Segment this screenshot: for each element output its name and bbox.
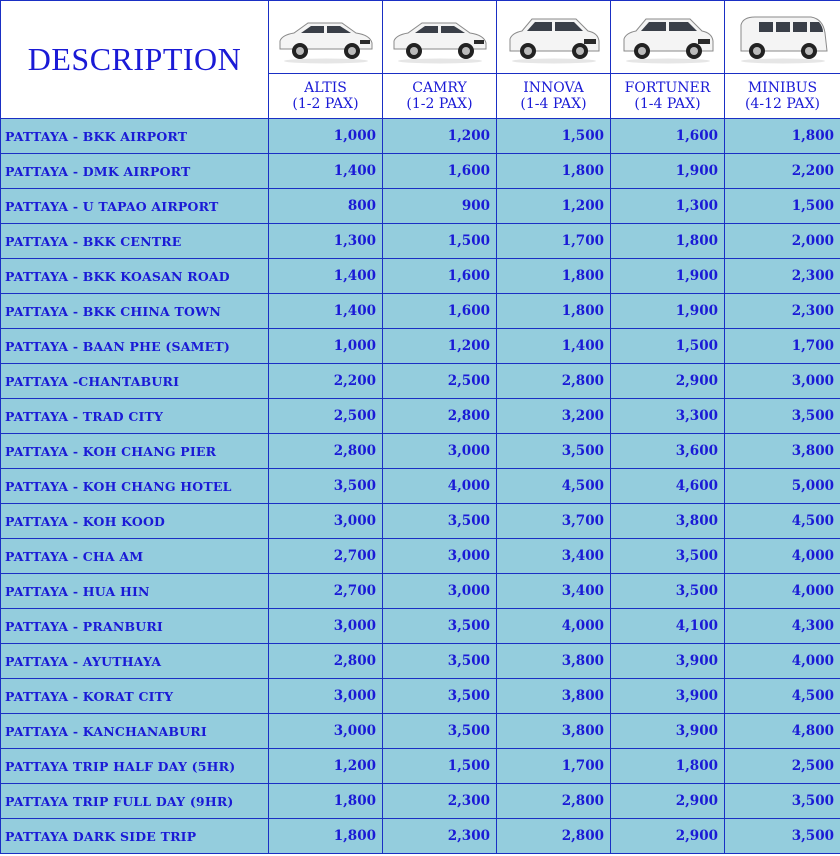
table-row [1, 189, 840, 224]
vehicle-name: CAMRY [383, 74, 497, 97]
price-cell: 1,600 [611, 119, 725, 154]
mpv-car-icon [504, 7, 604, 67]
table-row [1, 119, 840, 154]
price-cell: 1,800 [269, 784, 383, 819]
table-row [1, 154, 840, 189]
table-row [1, 294, 840, 329]
price-cell: 1,800 [611, 224, 725, 259]
route-cell: PATTAYA - BAAN PHE (SAMET) [1, 329, 269, 364]
price-cell: 1,900 [611, 154, 725, 189]
price-cell: 900 [383, 189, 497, 224]
price-cell: 3,800 [611, 504, 725, 539]
price-cell: 2,800 [497, 819, 611, 854]
price-cell: 2,800 [497, 784, 611, 819]
price-cell: 3,500 [383, 504, 497, 539]
price-cell: 3,000 [383, 574, 497, 609]
route-cell: PATTAYA - TRAD CITY [1, 399, 269, 434]
table-row [1, 434, 840, 469]
price-cell: 2,900 [611, 364, 725, 399]
vehicle-image-minibus [725, 1, 840, 74]
table-row [1, 504, 840, 539]
price-cell: 1,400 [269, 259, 383, 294]
price-cell: 3,800 [497, 679, 611, 714]
route-cell: PATTAYA TRIP HALF DAY (5HR) [1, 749, 269, 784]
description-header: DESCRIPTION [1, 1, 269, 119]
price-cell: 2,700 [269, 574, 383, 609]
vehicle-image-altis [269, 1, 383, 74]
price-cell: 3,800 [497, 644, 611, 679]
price-cell: 3,900 [611, 714, 725, 749]
price-cell: 3,500 [725, 399, 840, 434]
price-cell: 2,300 [725, 259, 840, 294]
vehicle-image-fortuner [611, 1, 725, 74]
price-cell: 1,700 [725, 329, 840, 364]
table-row [1, 539, 840, 574]
price-cell: 4,000 [725, 539, 840, 574]
route-cell: PATTAYA - KOH KOOD [1, 504, 269, 539]
price-cell: 1,800 [725, 119, 840, 154]
price-cell: 1,600 [383, 154, 497, 189]
price-cell: 1,000 [269, 329, 383, 364]
price-cell: 1,200 [383, 329, 497, 364]
vehicle-image-row [1, 1, 840, 74]
price-cell: 4,000 [497, 609, 611, 644]
price-cell: 4,800 [725, 714, 840, 749]
vehicle-pax: (1-2 PAX) [269, 96, 383, 119]
price-cell: 2,200 [725, 154, 840, 189]
price-cell: 1,400 [269, 294, 383, 329]
price-cell: 3,000 [383, 539, 497, 574]
price-cell: 3,900 [611, 644, 725, 679]
vehicle-image-camry [383, 1, 497, 74]
price-cell: 1,900 [611, 259, 725, 294]
price-cell: 4,300 [725, 609, 840, 644]
price-cell: 2,500 [383, 364, 497, 399]
price-cell: 2,800 [269, 644, 383, 679]
van-icon [733, 7, 833, 67]
price-cell: 1,500 [611, 329, 725, 364]
price-cell: 1,500 [497, 119, 611, 154]
price-cell: 3,000 [269, 714, 383, 749]
price-cell: 1,300 [269, 224, 383, 259]
price-cell: 2,000 [725, 224, 840, 259]
price-cell: 1,600 [383, 294, 497, 329]
price-cell: 1,500 [725, 189, 840, 224]
price-cell: 3,000 [269, 609, 383, 644]
table-row [1, 364, 840, 399]
table-row [1, 329, 840, 364]
vehicle-pax: (4-12 PAX) [725, 96, 840, 119]
price-cell: 2,800 [383, 399, 497, 434]
table-row [1, 224, 840, 259]
price-cell: 5,000 [725, 469, 840, 504]
price-cell: 3,500 [611, 574, 725, 609]
price-cell: 1,800 [497, 294, 611, 329]
price-cell: 2,200 [269, 364, 383, 399]
price-cell: 1,600 [383, 259, 497, 294]
price-cell: 2,500 [269, 399, 383, 434]
route-cell: PATTAYA - PRANBURI [1, 609, 269, 644]
price-cell: 3,800 [497, 714, 611, 749]
price-cell: 1,400 [497, 329, 611, 364]
price-cell: 1,800 [497, 259, 611, 294]
price-cell: 3,500 [383, 714, 497, 749]
price-cell: 3,000 [383, 434, 497, 469]
price-cell: 1,300 [611, 189, 725, 224]
price-cell: 4,000 [383, 469, 497, 504]
table-row [1, 469, 840, 504]
price-cell: 4,500 [497, 469, 611, 504]
price-cell: 3,000 [725, 364, 840, 399]
price-cell: 3,000 [269, 679, 383, 714]
price-cell: 2,800 [269, 434, 383, 469]
vehicle-name: INNOVA [497, 74, 611, 97]
price-cell: 4,000 [725, 574, 840, 609]
price-cell: 1,000 [269, 119, 383, 154]
route-cell: PATTAYA - CHA AM [1, 539, 269, 574]
price-cell: 2,800 [497, 364, 611, 399]
table-row [1, 259, 840, 294]
price-cell: 2,300 [383, 784, 497, 819]
table-row [1, 679, 840, 714]
price-cell: 2,300 [383, 819, 497, 854]
route-cell: PATTAYA - HUA HIN [1, 574, 269, 609]
price-rows [1, 119, 840, 854]
price-cell: 3,400 [497, 574, 611, 609]
price-cell: 3,500 [725, 784, 840, 819]
route-cell: PATTAYA - KORAT CITY [1, 679, 269, 714]
vehicle-name: ALTIS [269, 74, 383, 97]
price-cell: 3,500 [383, 679, 497, 714]
price-cell: 2,900 [611, 819, 725, 854]
price-cell: 3,000 [269, 504, 383, 539]
route-cell: PATTAYA - AYUTHAYA [1, 644, 269, 679]
price-cell: 1,200 [269, 749, 383, 784]
vehicle-pax: (1-2 PAX) [383, 96, 497, 119]
route-cell: PATTAYA TRIP FULL DAY (9HR) [1, 784, 269, 819]
price-cell: 2,500 [725, 749, 840, 784]
price-cell: 4,500 [725, 504, 840, 539]
price-cell: 3,500 [269, 469, 383, 504]
price-cell: 3,500 [383, 609, 497, 644]
route-cell: PATTAYA - KOH CHANG PIER [1, 434, 269, 469]
price-cell: 3,800 [725, 434, 840, 469]
route-cell: PATTAYA DARK SIDE TRIP [1, 819, 269, 854]
price-cell: 1,700 [497, 749, 611, 784]
route-cell: PATTAYA - DMK AIRPORT [1, 154, 269, 189]
price-cell: 1,400 [269, 154, 383, 189]
price-cell: 3,400 [497, 539, 611, 574]
price-cell: 3,500 [383, 644, 497, 679]
price-cell: 1,800 [611, 749, 725, 784]
route-cell: PATTAYA - U TAPAO AIRPORT [1, 189, 269, 224]
price-cell: 800 [269, 189, 383, 224]
price-cell: 1,500 [383, 224, 497, 259]
price-cell: 3,200 [497, 399, 611, 434]
price-cell: 1,200 [383, 119, 497, 154]
price-cell: 4,500 [725, 679, 840, 714]
table-row [1, 819, 840, 854]
route-cell: PATTAYA - BKK CHINA TOWN [1, 294, 269, 329]
vehicle-pax: (1-4 PAX) [497, 96, 611, 119]
route-cell: PATTAYA -CHANTABURI [1, 364, 269, 399]
route-cell: PATTAYA - KANCHANABURI [1, 714, 269, 749]
table-row [1, 784, 840, 819]
route-cell: PATTAYA - KOH CHANG HOTEL [1, 469, 269, 504]
route-cell: PATTAYA - BKK KOASAN ROAD [1, 259, 269, 294]
table-row [1, 399, 840, 434]
price-cell: 3,500 [725, 819, 840, 854]
price-cell: 3,300 [611, 399, 725, 434]
price-cell: 3,500 [611, 539, 725, 574]
price-cell: 4,000 [725, 644, 840, 679]
price-cell: 1,500 [383, 749, 497, 784]
price-cell: 3,900 [611, 679, 725, 714]
vehicle-name: MINIBUS [725, 74, 840, 97]
price-cell: 3,700 [497, 504, 611, 539]
sedan-car-icon [276, 7, 376, 67]
price-cell: 1,800 [269, 819, 383, 854]
suv-car-icon [618, 7, 718, 67]
price-cell: 4,600 [611, 469, 725, 504]
price-cell: 3,600 [611, 434, 725, 469]
price-cell: 1,200 [497, 189, 611, 224]
table-row [1, 749, 840, 784]
sedan-car-icon [390, 7, 490, 67]
price-cell: 1,900 [611, 294, 725, 329]
route-cell: PATTAYA - BKK CENTRE [1, 224, 269, 259]
price-cell: 1,800 [497, 154, 611, 189]
table-row [1, 609, 840, 644]
vehicle-pax: (1-4 PAX) [611, 96, 725, 119]
route-cell: PATTAYA - BKK AIRPORT [1, 119, 269, 154]
price-cell: 1,700 [497, 224, 611, 259]
table-row [1, 574, 840, 609]
price-cell: 2,700 [269, 539, 383, 574]
table-row [1, 714, 840, 749]
price-cell: 3,500 [497, 434, 611, 469]
vehicle-image-innova [497, 1, 611, 74]
price-cell: 2,900 [611, 784, 725, 819]
table-row [1, 644, 840, 679]
price-cell: 4,100 [611, 609, 725, 644]
vehicle-name: FORTUNER [611, 74, 725, 97]
price-cell: 2,300 [725, 294, 840, 329]
